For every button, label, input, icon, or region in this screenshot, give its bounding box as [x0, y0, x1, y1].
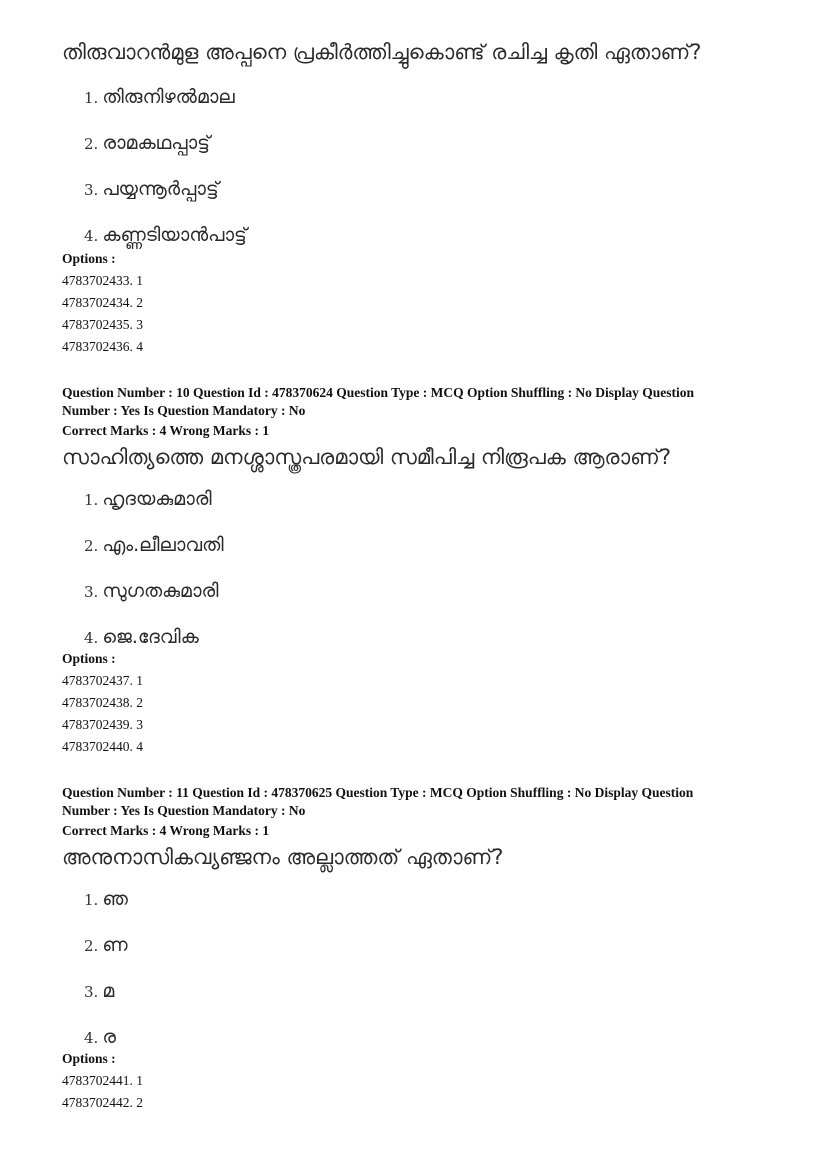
option-id: 4783702438. 2	[62, 695, 143, 710]
choice-number: 2.	[84, 937, 99, 955]
choice-text: സുഗതകുമാരി	[102, 580, 219, 602]
question-meta-line1: Question Number : 10 Question Id : 478370624 Question Type : MCQ Option Shuffling : No Display Question	[62, 385, 694, 400]
question-meta-line1: Question Number : 11 Question Id : 478370625 Question Type : MCQ Option Shuffling : No Display Question	[62, 785, 694, 800]
question-text: തിരുവാറൻമുള അപ്പനെ പ്രകീർത്തിച്ചുകൊണ്ട് രചിച്ച കൃതി ഏതാണ്?	[62, 40, 702, 64]
option-id: 4783702441. 1	[62, 1073, 143, 1088]
question-text: അനുനാസികവ്യഞ്ജനം അല്ലാത്തത് ഏതാണ്?	[62, 845, 504, 869]
choice-item	[84, 534, 224, 556]
choice-number: 4.	[84, 227, 99, 245]
choice-text: എം.ലീലാവതി	[102, 534, 224, 556]
choice-item	[84, 980, 114, 1002]
choice-text: ജെ.ദേവിക	[102, 626, 199, 648]
choice-number: 1.	[84, 491, 99, 509]
choice-text: മ	[102, 980, 115, 1002]
options-label: Options :	[62, 1051, 116, 1066]
choice-text: പയ്യന്നൂർപ്പാട്ട്	[102, 178, 219, 200]
choice-number: 4.	[84, 629, 99, 647]
options-label: Options :	[62, 251, 116, 266]
choice-item	[84, 86, 235, 108]
choice-item	[84, 580, 218, 602]
option-id: 4783702434. 2	[62, 295, 143, 310]
option-id: 4783702435. 3	[62, 317, 143, 332]
choice-number: 4.	[84, 1029, 99, 1047]
choice-number: 1.	[84, 891, 99, 909]
option-id: 4783702439. 3	[62, 717, 143, 732]
choice-number: 3.	[84, 983, 99, 1001]
question-marks: Correct Marks : 4 Wrong Marks : 1	[62, 823, 270, 838]
choice-item	[84, 132, 210, 154]
question-marks: Correct Marks : 4 Wrong Marks : 1	[62, 423, 270, 438]
option-id: 4783702442. 2	[62, 1095, 143, 1110]
choice-text: ഹൃദയകുമാരി	[102, 488, 212, 510]
choice-item	[84, 934, 128, 956]
choice-item	[84, 1026, 116, 1048]
option-id: 4783702437. 1	[62, 673, 143, 688]
option-id: 4783702440. 4	[62, 739, 143, 754]
choice-item	[84, 178, 219, 200]
choice-number: 3.	[84, 181, 99, 199]
choice-number: 2.	[84, 537, 99, 555]
choice-text: തിരുനിഴൽമാല	[102, 86, 235, 108]
choice-item	[84, 888, 128, 910]
question-text: സാഹിത്യത്തെ മനശ്ശാസ്ത്രപരമായി സമീപിച്ച നിരൂപക ആരാണ്?	[62, 445, 671, 469]
choice-number: 1.	[84, 89, 99, 107]
option-id: 4783702433. 1	[62, 273, 143, 288]
choice-text: ഞ	[102, 888, 128, 910]
option-id: 4783702436. 4	[62, 339, 143, 354]
choice-number: 3.	[84, 583, 99, 601]
question-meta-line2: Number : Yes Is Question Mandatory : No	[62, 803, 306, 818]
choice-text: ര	[102, 1026, 116, 1048]
question-meta-line2: Number : Yes Is Question Mandatory : No	[62, 403, 306, 418]
choice-item	[84, 488, 212, 510]
choice-item	[84, 626, 199, 648]
choice-number: 2.	[84, 135, 99, 153]
choice-text: കണ്ണടിയാൻപാട്ട്	[102, 224, 247, 246]
choice-item	[84, 224, 247, 246]
options-label: Options :	[62, 651, 116, 666]
choice-text: ണ	[102, 934, 128, 956]
choice-text: രാമകഥപ്പാട്ട്	[102, 132, 210, 154]
